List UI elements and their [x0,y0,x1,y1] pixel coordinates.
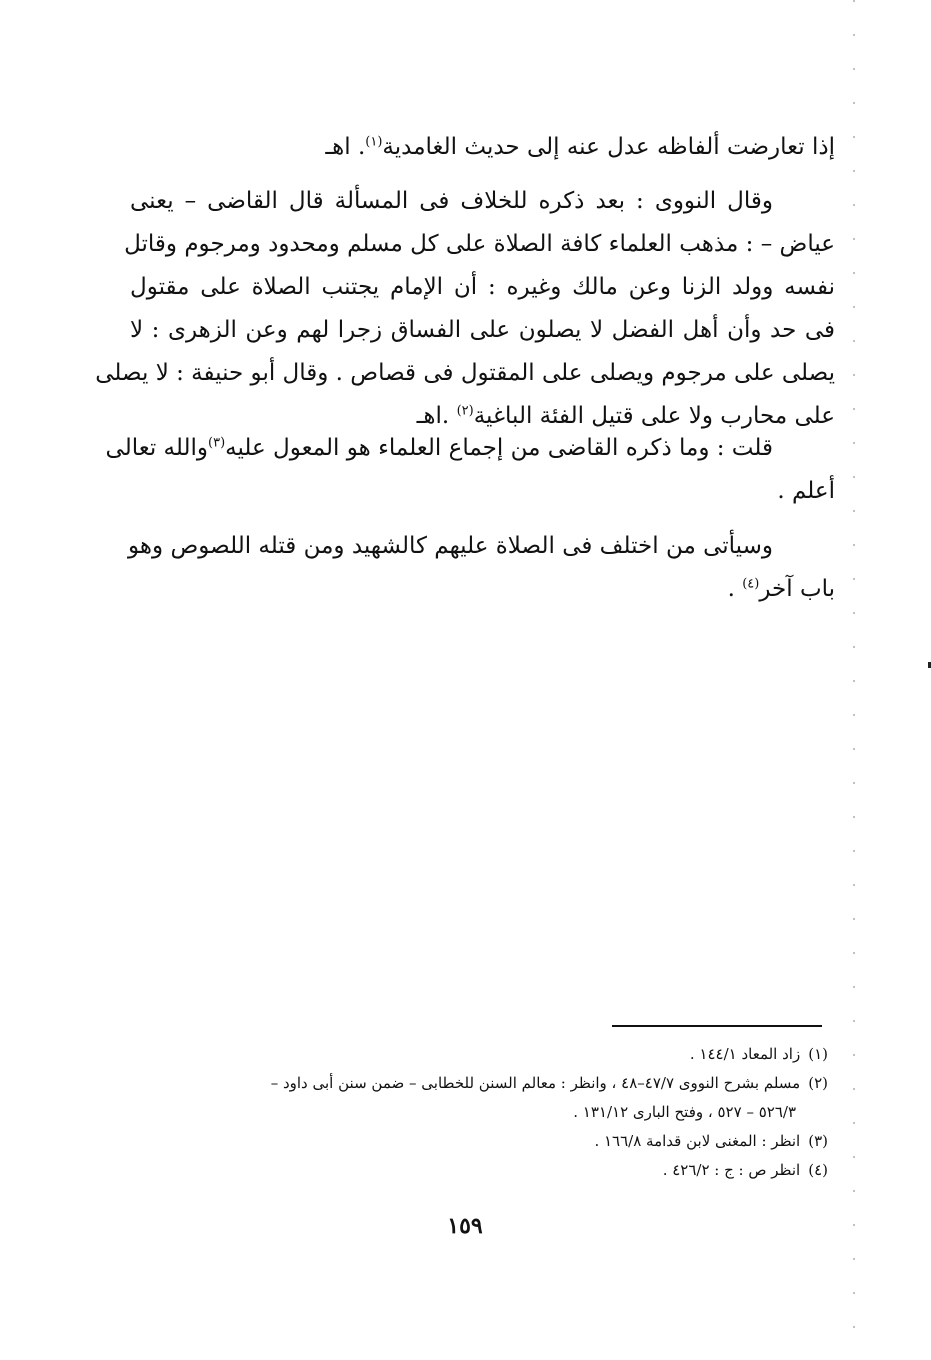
text-run: باب آخر [759,576,835,602]
text-run: . اهـ [325,134,366,160]
footnote-ref-3: (٣) [208,435,226,451]
paragraph-4-line-2 [130,568,835,611]
text-run: على محارب ولا على قتيل الفئة الباغية [473,403,835,429]
footnote-text: مسلم بشرح النووى ٤٧/٧–٤٨ ، وانظر : معالم السنن للخطابى – ضمن سنن أبى داود – [270,1074,801,1092]
footnote-separator [612,1025,822,1027]
paragraph-2 [95,180,835,438]
paragraph-4 [130,525,835,611]
paragraph-2-line-1: وقال النووى : بعد ذكره للخلاف فى المسألة قال القاضى – يعنى [130,188,773,214]
text-run: قلت : وما ذكره القاضى من إجماع العلماء هو المعول عليه [225,435,773,461]
text-run: والله تعالى [105,435,208,461]
footnote-ref-1: (١) [365,134,383,150]
paragraph-2-line-5: يصلى على مرجوم ويصلى على المقتول فى قصاص . وقال أبو حنيفة : لا يصلى [95,360,835,386]
footnote-ref-2: (٢) [456,403,474,419]
paragraph-3 [105,427,835,513]
paragraph-2-line-2: عياض – : مذهب العلماء كافة الصلاة على كل مسلم ومحدود ومرجوم وقاتل [124,231,835,257]
footnote-number: (٤) [808,1161,828,1179]
page-number: ١٥٩ [447,1213,483,1239]
footnote-number: (٢) [808,1074,828,1092]
footnotes [130,1040,828,1185]
footnote-text: انظر ص : ج : ٤٢٦/٢ . [662,1161,801,1179]
paragraph-3-line-2: أعلم . [777,478,835,504]
footnote-text: انظر : المغنى لابن قدامة ١٦٦/٨ . [594,1132,801,1150]
paragraph-2-line-4: فى حد وأن أهل الفضل لا يصلون على الفساق زجرا لهم وعن الزهرى : لا [130,317,835,343]
scan-margin-marks [853,0,855,1360]
paragraph-1 [130,126,835,169]
text-run: .اهـ [416,403,450,429]
paragraph-3-line-1 [105,427,835,470]
footnote-text: زاد المعاد ١٤٤/١ . [689,1045,801,1063]
text-run: إذا تعارضت ألفاظه عدل عنه إلى حديث الغامدية [382,134,835,160]
paragraph-1-line-1 [130,126,835,169]
footnote-number: (٣) [808,1132,828,1150]
text-run: . [727,576,735,602]
footnote-3 [130,1127,828,1156]
footnote-number: (١) [808,1045,828,1063]
footnote-1 [130,1040,828,1069]
paragraph-4-line-1: وسيأتى من اختلف فى الصلاة عليهم كالشهيد ومن قتله اللصوص وهو [128,533,773,559]
footnote-2-continuation: ٥٢٦/٣ – ٥٢٧ ، وفتح البارى ١٣١/١٢ . [573,1103,796,1121]
footnote-2 [130,1069,828,1098]
footnote-4 [130,1156,828,1185]
footnote-ref-4: (٤) [742,576,760,592]
paragraph-2-line-3: نفسه وولد الزنا وعن مالك وغيره : أن الإمام يجتنب الصلاة على مقتول [130,274,835,300]
